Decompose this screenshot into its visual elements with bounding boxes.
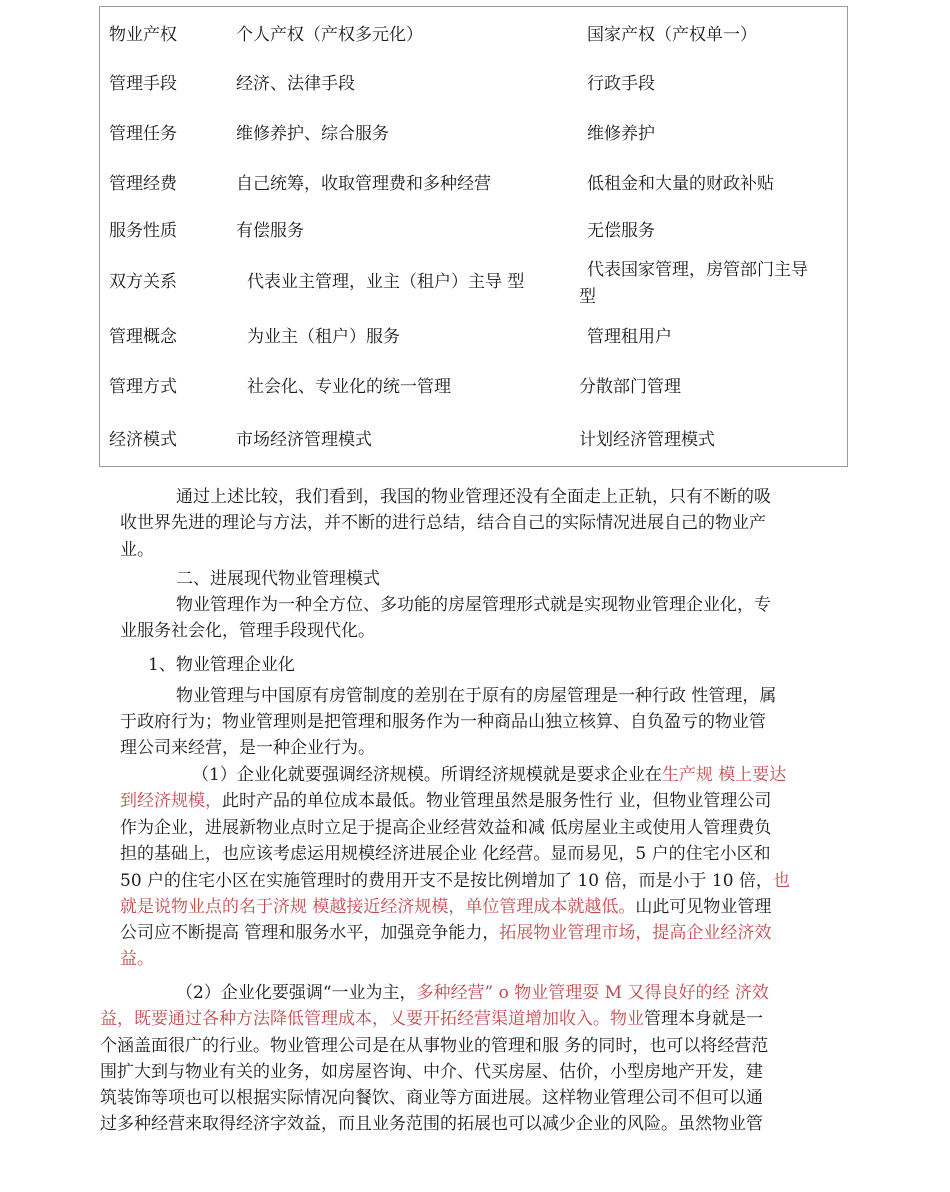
paragraph-line: 业。 xyxy=(120,540,154,560)
highlighted-text: 益，既要通过各种方法降低管理成本，乂要开拓经营渠道增加收入。物业 xyxy=(100,1009,644,1029)
paragraph-line: 业服务社会化，管理手段现代化。 xyxy=(120,621,375,641)
highlighted-text: 也 xyxy=(772,871,790,891)
paragraph-line xyxy=(120,920,771,946)
paragraph-line: 担的基础上，也应该考虑运用规模经济进展企业 化经营。显而易见，5 户的住宅小区和 xyxy=(120,844,771,864)
paragraph-line: 物业管理作为一种全方位、多功能的房屋管理形式就是实现物业管理企业化，专 xyxy=(176,595,771,615)
table-cell-old-line2: 型 xyxy=(579,287,596,307)
highlighted-text: 多种经营” o 物业管理耍 M 又得良好的经 济效 xyxy=(416,983,769,1003)
paragraph-line: 于政府行为；物业管理则是把管理和服务作为一种商品山独立核算、自负盈亏的物业管 xyxy=(120,712,766,732)
table-row-label: 物业产权 xyxy=(109,25,177,45)
highlighted-text: 拓展物业管理市场，提高企业经济效 xyxy=(499,923,772,943)
text-run: 山此可见物业管理 xyxy=(635,897,772,917)
table-cell-old: 管理租用户 xyxy=(587,327,672,347)
highlighted-text: 到经济规模， xyxy=(120,791,222,811)
table-cell-old: 分散部门管理 xyxy=(579,377,681,397)
table-cell-old: 维修养护 xyxy=(587,124,655,144)
paragraph-line: 围扩大到与物业有关的业务，如房屋咨询、中介、代买房屋、估价，小型房地产开发，建 xyxy=(100,1062,763,1082)
paragraph-line: 过多种经营来取得经济字效益，而且业务范围的拓展也可以减少企业的风险。虽然物业管 xyxy=(100,1114,763,1134)
paragraph-line xyxy=(100,1006,763,1032)
table-row-label: 管理经费 xyxy=(109,174,177,194)
text-run: 50 户的住宅小区在实施管理时的费用开支不是按比例增加了 10 倍，而是小于 10 倍， xyxy=(120,871,773,891)
table-cell-modern: 维修养护、综合服务 xyxy=(236,124,389,144)
text-run: 此时产品的单位成本最低。物业管理虽然是服务性行 业，但物业管理公司 xyxy=(222,791,772,811)
table-cell-modern: 市场经济管理模式 xyxy=(236,430,372,450)
table-cell-old: 计划经济管理模式 xyxy=(579,430,715,450)
table-cell-old: 行政手段 xyxy=(587,74,655,94)
table-row-label: 管理概念 xyxy=(109,327,177,347)
paragraph-line: 收世界先进的理论与方法，并不断的进行总结，结合自己的实际情况进展自己的物业产 xyxy=(120,513,766,533)
text-run: （2）企业化要强调“一业为主， xyxy=(176,983,417,1003)
table-cell-modern: 个人产权（产权多元化） xyxy=(236,25,423,45)
comparison-table xyxy=(99,6,848,467)
paragraph-line xyxy=(120,868,790,894)
table-cell-old: 低租金和大量的财政补贴 xyxy=(587,174,774,194)
table-cell-modern: 社会化、专业化的统一管理 xyxy=(247,377,451,397)
paragraph-line: 作为企业，进展新物业点时立足于提高企业经营效益和减 低房屋业主或使用人管理费负 xyxy=(120,818,772,838)
subsection-heading: 1、物业管理企业化 xyxy=(148,655,295,675)
table-row-label: 管理方式 xyxy=(109,377,177,397)
table-cell-old: 无偿服务 xyxy=(587,221,655,241)
table-row-label: 管理手段 xyxy=(109,74,177,94)
section-heading: 二、进展现代物业管理模式 xyxy=(176,569,380,589)
table-cell-modern: 有偿服务 xyxy=(236,221,304,241)
paragraph-line xyxy=(120,894,771,920)
paragraph-line: 筑装饰等项也可以根据实际情况向餐饮、商业等方面进展。这样物业管理公司不但可以通 xyxy=(100,1088,763,1108)
table-cell-modern: 为业主（租户）服务 xyxy=(247,327,400,347)
paragraph-line: 物业管理与中国原有房管制度的差别在于原有的房屋管理是一种行政 性管理，属 xyxy=(176,686,777,706)
table-cell-modern: 代表业主管理，业主（租户）主导 型 xyxy=(247,272,525,292)
table-cell-old-line1: 代表国家管理，房管部门主导 xyxy=(587,260,808,280)
table-cell-old: 国家产权（产权单一） xyxy=(587,25,757,45)
text-run: 管理本身就是一 xyxy=(644,1009,763,1029)
paragraph-line: 益。 xyxy=(120,949,154,969)
highlighted-text: 就是说物业点的名于济规 模越接近经济规模，单位管理成本就越低。 xyxy=(120,897,636,917)
text-run: 公司应不断提高 管理和服务水平，加强竞争能力， xyxy=(120,923,500,943)
paragraph-line xyxy=(176,980,769,1006)
paragraph-line xyxy=(192,762,786,788)
table-cell-modern: 自己统筹，收取管理费和多种经营 xyxy=(236,174,491,194)
paragraph-line: 理公司来经营，是一种企业行为。 xyxy=(120,738,375,758)
table-cell-modern: 经济、法律手段 xyxy=(236,74,355,94)
table-row-label: 管理任务 xyxy=(109,124,177,144)
paragraph-line xyxy=(120,788,771,814)
highlighted-text: 生产规 模上要达 xyxy=(661,765,787,785)
paragraph-line: 通过上述比较，我们看到，我国的物业管理还没有全面走上正轨，只有不断的吸 xyxy=(176,487,771,507)
text-run: （1）企业化就要强调经济规模。所谓经济规模就是要求企业在 xyxy=(192,765,662,785)
paragraph-line: 个涵盖面很广的行业。物业管理公司是在从事物业的管理和服 务的同时，也可以将经营范 xyxy=(100,1036,769,1056)
table-row-label: 双方关系 xyxy=(109,272,177,292)
table-row-label: 经济模式 xyxy=(109,430,177,450)
table-row-label: 服务性质 xyxy=(109,221,177,241)
